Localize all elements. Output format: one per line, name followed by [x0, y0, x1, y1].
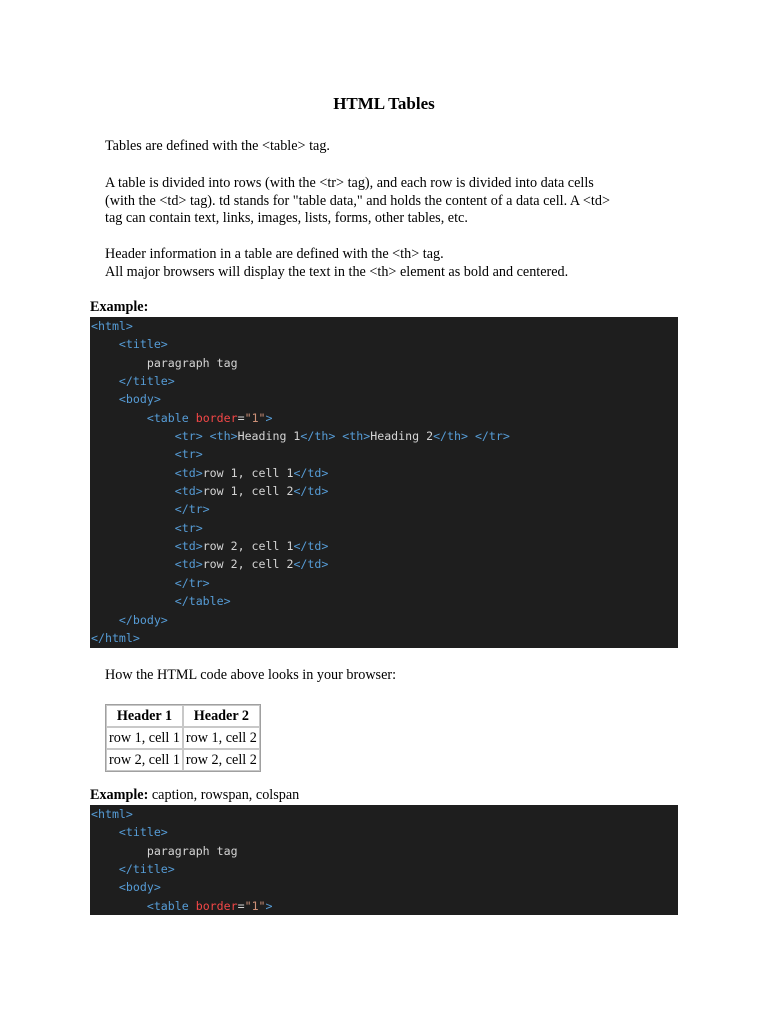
code-token: <title> — [118, 337, 168, 352]
code-line — [90, 592, 678, 610]
code-token: <tr> <th> — [174, 429, 238, 444]
table-row — [106, 727, 260, 749]
code-token: </td> — [293, 484, 329, 499]
code-token — [91, 576, 175, 590]
table-cell: row 2, cell 2 — [183, 749, 260, 771]
code-token: </table> — [174, 594, 231, 609]
code-token: "1" — [244, 898, 266, 913]
table-header-cell: Header 2 — [183, 705, 260, 727]
code-token — [91, 539, 175, 553]
code-token — [91, 392, 119, 406]
code-token — [91, 466, 175, 480]
intro-paragraph — [105, 138, 665, 156]
table-cell: row 1, cell 1 — [106, 727, 183, 749]
code-line — [90, 500, 678, 518]
code-token — [91, 862, 119, 876]
code-token: </th> </tr> — [433, 429, 510, 444]
example-2-topics: caption, rowspan, colspan — [148, 787, 300, 803]
code-token — [91, 502, 175, 516]
code-line — [90, 860, 678, 878]
code-token: = — [237, 410, 245, 425]
code-line — [90, 317, 678, 335]
code-token: row 2, cell 1 — [202, 539, 294, 554]
code-line — [90, 555, 678, 573]
code-token — [91, 557, 175, 571]
browser-intro: How the HTML code above looks in your browser: — [105, 667, 397, 683]
code-token: border — [195, 410, 238, 425]
code-token — [91, 447, 175, 461]
code-block-example-2 — [90, 805, 678, 915]
code-token: </title> — [118, 374, 175, 389]
table-header-cell: Header 1 — [106, 705, 183, 727]
code-token: <body> — [118, 392, 161, 407]
paragraph-line: Tables are defined with the <table> tag. — [105, 138, 330, 154]
code-token — [91, 899, 147, 913]
code-token: </tr> — [174, 502, 210, 517]
code-line — [90, 537, 678, 555]
code-token: </td> — [293, 557, 329, 572]
code-token — [91, 374, 119, 388]
code-line — [90, 464, 678, 482]
code-token: <td> — [174, 539, 203, 554]
code-line — [90, 372, 678, 390]
code-token: </title> — [118, 862, 175, 877]
paragraph-line: tag can contain text, links, images, lists, forms, other tables, etc. — [105, 210, 468, 226]
code-token: row 1, cell 2 — [202, 484, 294, 499]
code-line — [90, 805, 678, 823]
paragraph-line: A table is divided into rows (with the <tr> tag), and each row is divided into data cells — [105, 175, 594, 191]
example-heading: Example: — [90, 787, 149, 803]
table-row — [106, 749, 260, 771]
code-token: </tr> — [174, 575, 210, 590]
code-token: <html> — [91, 319, 133, 333]
code-token: <html> — [91, 807, 133, 821]
code-token: Heading 1 — [237, 429, 301, 444]
code-token: </td> — [293, 539, 329, 554]
code-block-example-1 — [90, 317, 678, 648]
code-token: = — [237, 898, 245, 913]
code-token: <td> — [174, 557, 203, 572]
code-line — [90, 335, 678, 353]
table-cell: row 1, cell 2 — [183, 727, 260, 749]
code-token: Heading 2 — [370, 429, 434, 444]
code-token — [91, 825, 119, 839]
code-line — [90, 897, 678, 915]
code-line — [90, 611, 678, 629]
code-token — [91, 484, 175, 498]
code-line — [90, 878, 678, 896]
header-paragraph — [105, 246, 665, 281]
code-token: <body> — [118, 880, 161, 895]
code-token: paragraph tag — [91, 355, 238, 370]
code-token: > — [265, 410, 273, 425]
code-token: <table — [146, 410, 196, 425]
code-token — [91, 521, 175, 535]
code-token: "1" — [244, 410, 266, 425]
code-token: <title> — [118, 825, 168, 840]
code-line — [90, 629, 678, 647]
code-line — [90, 390, 678, 408]
code-token: </th> <th> — [300, 429, 371, 444]
code-token: <table — [146, 898, 196, 913]
rendered-table — [105, 704, 261, 772]
code-line — [90, 409, 678, 427]
code-token: <tr> — [174, 520, 203, 535]
table-cell: row 2, cell 1 — [106, 749, 183, 771]
code-line — [90, 519, 678, 537]
code-token — [91, 429, 175, 443]
code-token: <tr> — [174, 447, 203, 462]
code-token: border — [195, 898, 238, 913]
code-token — [91, 880, 119, 894]
code-token — [91, 613, 119, 627]
example-2-label — [90, 787, 299, 805]
rows-paragraph — [105, 175, 665, 228]
code-token: row 2, cell 2 — [202, 557, 294, 572]
code-line — [90, 354, 678, 372]
example-label — [90, 299, 148, 317]
code-token: <td> — [174, 465, 203, 480]
code-token: </td> — [293, 465, 329, 480]
code-token — [91, 594, 175, 608]
code-token: > — [265, 898, 273, 913]
paragraph-line: Header information in a table are defined with the <th> tag. — [105, 246, 444, 262]
example-heading: Example: — [90, 299, 149, 315]
code-token — [91, 337, 119, 351]
code-line — [90, 574, 678, 592]
page-title: HTML Tables — [333, 94, 435, 113]
code-token: row 1, cell 1 — [202, 465, 294, 480]
code-line — [90, 445, 678, 463]
code-token: <td> — [174, 484, 203, 499]
paragraph-line: All major browsers will display the text in the <th> element as bold and centered. — [105, 263, 569, 280]
code-line — [90, 427, 678, 445]
code-token: paragraph tag — [91, 843, 238, 858]
code-token: </html> — [91, 630, 140, 645]
code-line — [90, 482, 678, 500]
code-line — [90, 823, 678, 841]
table-header-row — [106, 705, 260, 727]
code-line — [90, 842, 678, 860]
code-token: </body> — [118, 612, 168, 627]
code-token — [91, 411, 147, 425]
paragraph-line: (with the <td> tag). td stands for "table data," and holds the content of a data cell. A <td> — [105, 192, 610, 209]
